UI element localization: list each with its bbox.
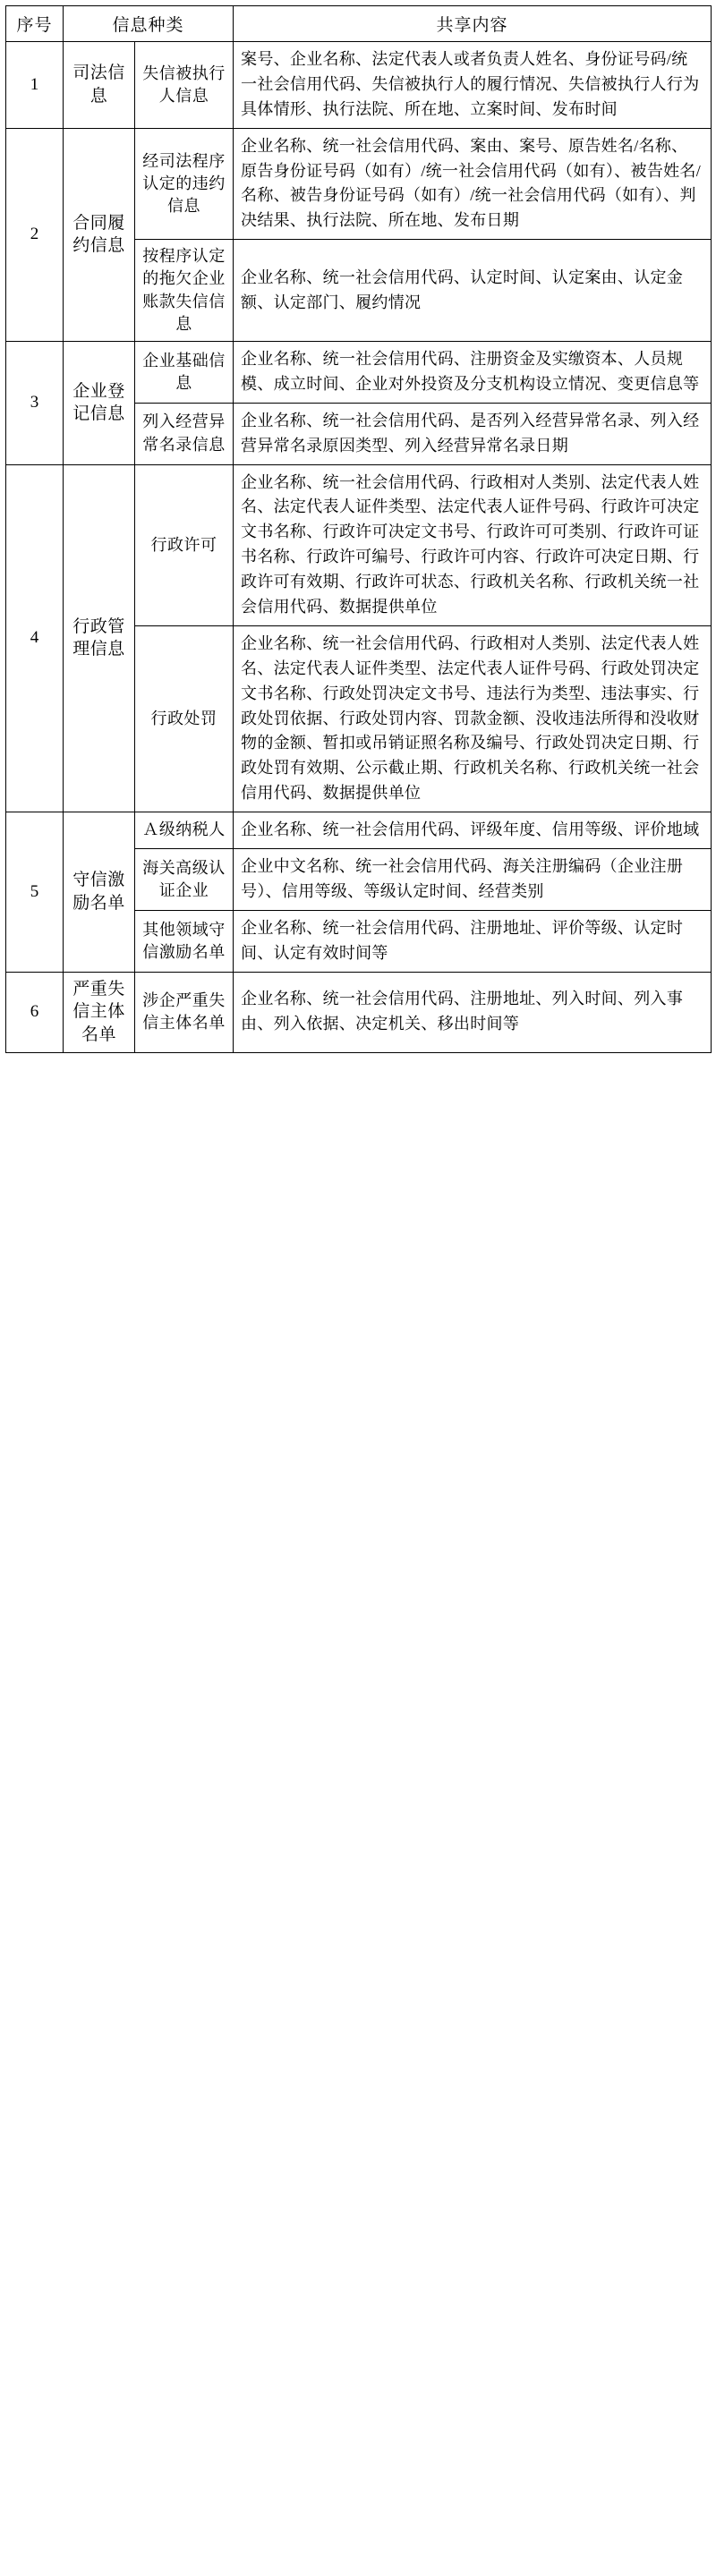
row-subcategory: 海关高级认证企业: [135, 849, 234, 911]
row-content: 企业名称、统一社会信用代码、注册资金及实缴资本、人员规模、成立时间、企业对外投资及分支机构设立情况、变更信息等: [234, 341, 712, 403]
table-row: [6, 128, 712, 240]
table-row: [6, 42, 712, 129]
row-content: 企业中文名称、统一社会信用代码、海关注册编码（企业注册号）、信用等级、等级认定时间、经营类别: [234, 849, 712, 911]
row-subcategory: 失信被执行人信息: [135, 42, 234, 129]
row-number: 4: [6, 464, 64, 812]
row-number: 2: [6, 128, 64, 341]
row-content: 企业名称、统一社会信用代码、行政相对人类别、法定代表人姓名、法定代表人证件类型、法定代表人证件号码、行政处罚决定文书名称、行政处罚决定文书号、违法行为类型、违法事实、行政处罚依据、行政处罚内容、罚款金额、没收违法所得和没收财物的金额、暂扣或吊销证照名称及编号、行政处罚决定日期、行政处罚有效期、公示截止期、行政机关名称、行政机关统一社会信用代码、数据提供单位: [234, 625, 712, 812]
row-content: 案号、企业名称、法定代表人或者负责人姓名、身份证号码/统一社会信用代码、失信被执行人的履行情况、失信被执行人行为具体情形、执行法院、所在地、立案时间、发布时间: [234, 42, 712, 129]
row-subcategory: 其他领域守信激励名单: [135, 910, 234, 972]
table-header-row: [6, 6, 712, 42]
row-category: 合同履约信息: [64, 128, 135, 341]
header-category: 信息种类: [64, 6, 234, 42]
row-subcategory: 列入经营异常名录信息: [135, 403, 234, 464]
table-header: [6, 6, 712, 42]
row-content: 企业名称、统一社会信用代码、行政相对人类别、法定代表人姓名、法定代表人证件类型、法定代表人证件号码、行政许可决定文书名称、行政许可决定文书号、行政许可可类别、行政许可证书名称、行政许可编号、行政许可内容、行政许可决定日期、行政许可有效期、行政许可状态、行政机关名称、行政机关统一社会信用代码、数据提供单位: [234, 464, 712, 625]
information-sharing-table: [5, 5, 712, 1053]
row-category: 严重失信主体名单: [64, 972, 135, 1052]
table-row: [6, 341, 712, 403]
row-subcategory: 涉企严重失信主体名单: [135, 972, 234, 1052]
row-number: 1: [6, 42, 64, 129]
header-content: 共享内容: [234, 6, 712, 42]
row-content: 企业名称、统一社会信用代码、注册地址、列入时间、列入事由、列入依据、决定机关、移出时间等: [234, 972, 712, 1052]
row-subcategory: 经司法程序认定的违约信息: [135, 128, 234, 240]
table-row: [6, 812, 712, 849]
row-subcategory: 行政处罚: [135, 625, 234, 812]
row-subcategory: 行政许可: [135, 464, 234, 625]
row-number: 5: [6, 812, 64, 972]
row-category: 守信激励名单: [64, 812, 135, 972]
row-subcategory: 企业基础信息: [135, 341, 234, 403]
row-number: 6: [6, 972, 64, 1052]
row-number: 3: [6, 341, 64, 464]
row-content: 企业名称、统一社会信用代码、评级年度、信用等级、评价地域: [234, 812, 712, 849]
row-category: 企业登记信息: [64, 341, 135, 464]
row-content: 企业名称、统一社会信用代码、注册地址、评价等级、认定时间、认定有效时间等: [234, 910, 712, 972]
table-row: [6, 464, 712, 625]
row-content: 企业名称、统一社会信用代码、案由、案号、原告姓名/名称、原告身份证号码（如有）/统一社会信用代码（如有）、被告姓名/名称、被告身份证号码（如有）/统一社会信用代码（如有）、判决结果、执行法院、所在地、发布日期: [234, 128, 712, 240]
row-category: 司法信息: [64, 42, 135, 129]
table-body: [6, 42, 712, 1053]
row-category: 行政管理信息: [64, 464, 135, 812]
row-content: 企业名称、统一社会信用代码、认定时间、认定案由、认定金额、认定部门、履约情况: [234, 240, 712, 342]
header-no: 序号: [6, 6, 64, 42]
row-subcategory: 按程序认定的拖欠企业账款失信信息: [135, 240, 234, 342]
table-row: [6, 972, 712, 1052]
row-content: 企业名称、统一社会信用代码、是否列入经营异常名录、列入经营异常名录原因类型、列入经营异常名录日期: [234, 403, 712, 464]
row-subcategory: Ａ级纳税人: [135, 812, 234, 849]
document-page: [0, 0, 716, 1060]
